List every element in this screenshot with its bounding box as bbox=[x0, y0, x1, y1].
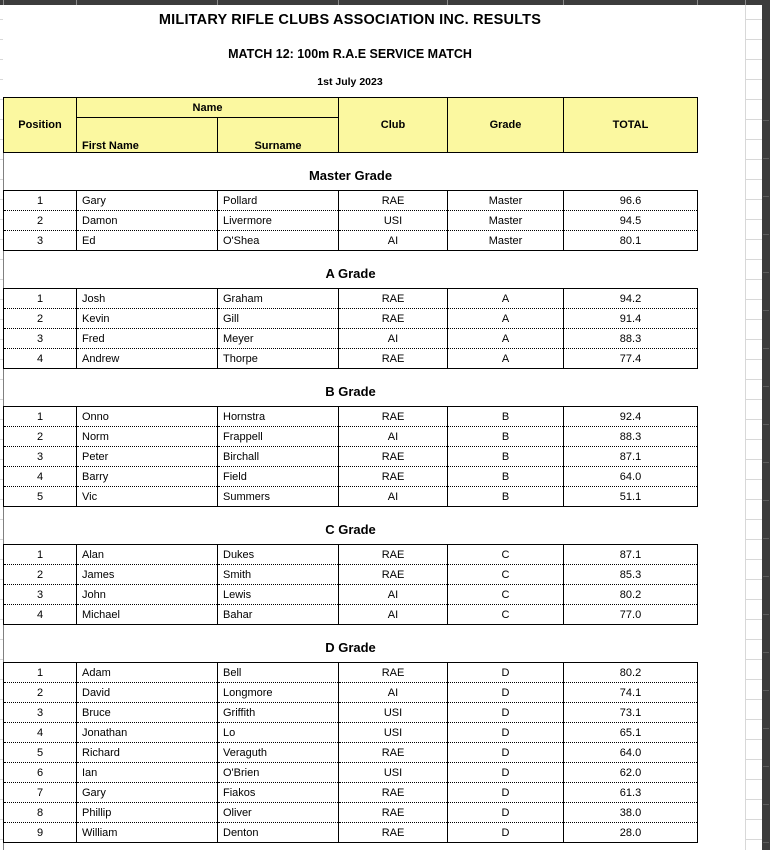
grade-cell: C bbox=[448, 585, 564, 605]
position-cell: 8 bbox=[4, 803, 77, 823]
first-name-cell: Kevin bbox=[77, 309, 218, 329]
total-cell: 85.3 bbox=[564, 565, 698, 585]
section-spacer bbox=[4, 369, 698, 378]
surname-cell: Veraguth bbox=[218, 743, 339, 763]
surname-cell: Birchall bbox=[218, 447, 339, 467]
first-name-cell: Josh bbox=[77, 289, 218, 309]
results-table-header bbox=[4, 98, 698, 153]
grade-cell: B bbox=[448, 467, 564, 487]
first-name-cell: William bbox=[77, 823, 218, 843]
spreadsheet-column-header-strip[interactable] bbox=[0, 0, 770, 5]
club-cell: RAE bbox=[339, 743, 448, 763]
grade-cell: B bbox=[448, 487, 564, 507]
grade-section-header-row bbox=[4, 634, 698, 663]
table-row bbox=[4, 823, 698, 843]
grade-cell: A bbox=[448, 349, 564, 369]
club-cell: AI bbox=[339, 427, 448, 447]
position-cell: 1 bbox=[4, 407, 77, 427]
first-name-cell: James bbox=[77, 565, 218, 585]
surname-cell: Bell bbox=[218, 663, 339, 683]
grade-section-header-row bbox=[4, 378, 698, 407]
first-name-cell: Damon bbox=[77, 211, 218, 231]
position-cell: 2 bbox=[4, 683, 77, 703]
position-cell: 1 bbox=[4, 289, 77, 309]
section-spacer-cell bbox=[4, 251, 698, 260]
surname-cell: Meyer bbox=[218, 329, 339, 349]
position-cell: 9 bbox=[4, 823, 77, 843]
club-cell: RAE bbox=[339, 349, 448, 369]
total-cell: 61.3 bbox=[564, 783, 698, 803]
grade-cell: C bbox=[448, 565, 564, 585]
surname-cell: Oliver bbox=[218, 803, 339, 823]
total-cell: 94.2 bbox=[564, 289, 698, 309]
section-spacer bbox=[4, 625, 698, 634]
first-name-cell: Jonathan bbox=[77, 723, 218, 743]
position-cell: 3 bbox=[4, 231, 77, 251]
table-row bbox=[4, 723, 698, 743]
position-cell: 4 bbox=[4, 605, 77, 625]
results-table bbox=[3, 97, 698, 843]
table-row bbox=[4, 487, 698, 507]
table-row bbox=[4, 783, 698, 803]
surname-cell: O'Shea bbox=[218, 231, 339, 251]
total-cell: 51.1 bbox=[564, 487, 698, 507]
surname-cell: Summers bbox=[218, 487, 339, 507]
column-header-position: Position bbox=[4, 98, 77, 153]
grade-cell: C bbox=[448, 545, 564, 565]
club-cell: RAE bbox=[339, 663, 448, 683]
grade-cell: B bbox=[448, 447, 564, 467]
table-row bbox=[4, 191, 698, 211]
first-name-cell: Fred bbox=[77, 329, 218, 349]
grade-cell: D bbox=[448, 743, 564, 763]
surname-cell: Smith bbox=[218, 565, 339, 585]
club-cell: AI bbox=[339, 605, 448, 625]
first-name-cell: Andrew bbox=[77, 349, 218, 369]
grade-cell: D bbox=[448, 823, 564, 843]
surname-cell: Frappell bbox=[218, 427, 339, 447]
surname-cell: Pollard bbox=[218, 191, 339, 211]
position-cell: 4 bbox=[4, 467, 77, 487]
vertical-scrollbar[interactable] bbox=[762, 0, 770, 850]
club-cell: RAE bbox=[339, 545, 448, 565]
table-row bbox=[4, 683, 698, 703]
position-cell: 1 bbox=[4, 663, 77, 683]
total-cell: 87.1 bbox=[564, 447, 698, 467]
position-cell: 7 bbox=[4, 783, 77, 803]
table-row bbox=[4, 289, 698, 309]
position-cell: 3 bbox=[4, 585, 77, 605]
first-name-cell: Peter bbox=[77, 447, 218, 467]
table-row bbox=[4, 585, 698, 605]
club-cell: USI bbox=[339, 703, 448, 723]
grade-section-header-row bbox=[4, 516, 698, 545]
club-cell: RAE bbox=[339, 191, 448, 211]
section-spacer bbox=[4, 153, 698, 162]
table-row bbox=[4, 743, 698, 763]
table-row bbox=[4, 447, 698, 467]
surname-cell: Longmore bbox=[218, 683, 339, 703]
first-name-cell: Richard bbox=[77, 743, 218, 763]
position-cell: 2 bbox=[4, 211, 77, 231]
surname-cell: Livermore bbox=[218, 211, 339, 231]
match-date: 1st July 2023 bbox=[317, 76, 383, 88]
first-name-cell: Phillip bbox=[77, 803, 218, 823]
surname-cell: Bahar bbox=[218, 605, 339, 625]
table-row bbox=[4, 211, 698, 231]
table-row bbox=[4, 467, 698, 487]
first-name-cell: Norm bbox=[77, 427, 218, 447]
results-report bbox=[3, 5, 763, 843]
total-cell: 73.1 bbox=[564, 703, 698, 723]
total-cell: 80.2 bbox=[564, 663, 698, 683]
report-title-block bbox=[3, 5, 697, 97]
club-cell: RAE bbox=[339, 407, 448, 427]
page-title: MILITARY RIFLE CLUBS ASSOCIATION INC. RESULTS bbox=[158, 12, 542, 28]
table-row bbox=[4, 663, 698, 683]
total-cell: 80.1 bbox=[564, 231, 698, 251]
grade-cell: B bbox=[448, 407, 564, 427]
club-cell: AI bbox=[339, 585, 448, 605]
club-cell: RAE bbox=[339, 565, 448, 585]
first-name-cell: Ed bbox=[77, 231, 218, 251]
position-cell: 4 bbox=[4, 349, 77, 369]
table-row bbox=[4, 605, 698, 625]
total-cell: 65.1 bbox=[564, 723, 698, 743]
grade-cell: D bbox=[448, 803, 564, 823]
club-cell: RAE bbox=[339, 467, 448, 487]
surname-cell: Denton bbox=[218, 823, 339, 843]
position-cell: 5 bbox=[4, 743, 77, 763]
club-cell: RAE bbox=[339, 447, 448, 467]
surname-cell: Hornstra bbox=[218, 407, 339, 427]
surname-cell: Lewis bbox=[218, 585, 339, 605]
column-header-grade: Grade bbox=[448, 98, 564, 153]
section-spacer-cell bbox=[4, 507, 698, 516]
position-cell: 3 bbox=[4, 447, 77, 467]
grade-cell: B bbox=[448, 427, 564, 447]
total-cell: 74.1 bbox=[564, 683, 698, 703]
table-row bbox=[4, 427, 698, 447]
table-row bbox=[4, 329, 698, 349]
club-cell: AI bbox=[339, 329, 448, 349]
total-cell: 91.4 bbox=[564, 309, 698, 329]
grade-section-title: C Grade bbox=[4, 516, 698, 545]
club-cell: USI bbox=[339, 723, 448, 743]
grade-cell: Master bbox=[448, 231, 564, 251]
surname-cell: Griffith bbox=[218, 703, 339, 723]
section-spacer bbox=[4, 507, 698, 516]
header-row-top bbox=[4, 98, 698, 118]
club-cell: USI bbox=[339, 763, 448, 783]
first-name-cell: Onno bbox=[77, 407, 218, 427]
club-cell: RAE bbox=[339, 309, 448, 329]
grade-cell: C bbox=[448, 605, 564, 625]
position-cell: 4 bbox=[4, 723, 77, 743]
surname-cell: Dukes bbox=[218, 545, 339, 565]
table-row bbox=[4, 545, 698, 565]
position-cell: 1 bbox=[4, 191, 77, 211]
grade-section-title: A Grade bbox=[4, 260, 698, 289]
position-cell: 1 bbox=[4, 545, 77, 565]
section-spacer-cell bbox=[4, 625, 698, 634]
column-header-club: Club bbox=[339, 98, 448, 153]
position-cell: 6 bbox=[4, 763, 77, 783]
surname-cell: Fiakos bbox=[218, 783, 339, 803]
grade-section-header-row bbox=[4, 260, 698, 289]
grade-cell: A bbox=[448, 329, 564, 349]
total-cell: 94.5 bbox=[564, 211, 698, 231]
position-cell: 3 bbox=[4, 703, 77, 723]
grade-cell: D bbox=[448, 683, 564, 703]
results-table-body bbox=[4, 153, 698, 843]
table-row bbox=[4, 703, 698, 723]
first-name-cell: Vic bbox=[77, 487, 218, 507]
grade-cell: D bbox=[448, 663, 564, 683]
club-cell: AI bbox=[339, 231, 448, 251]
first-name-cell: Michael bbox=[77, 605, 218, 625]
first-name-cell: Alan bbox=[77, 545, 218, 565]
club-cell: RAE bbox=[339, 823, 448, 843]
club-cell: RAE bbox=[339, 783, 448, 803]
surname-cell: Graham bbox=[218, 289, 339, 309]
surname-cell: Field bbox=[218, 467, 339, 487]
grade-cell: Master bbox=[448, 191, 564, 211]
total-cell: 38.0 bbox=[564, 803, 698, 823]
table-row bbox=[4, 763, 698, 783]
column-header-first-name: First Name bbox=[77, 118, 218, 153]
table-row bbox=[4, 231, 698, 251]
surname-cell: Gill bbox=[218, 309, 339, 329]
total-cell: 92.4 bbox=[564, 407, 698, 427]
section-spacer-cell bbox=[4, 153, 698, 162]
grade-cell: D bbox=[448, 703, 564, 723]
section-spacer bbox=[4, 251, 698, 260]
grade-cell: D bbox=[448, 783, 564, 803]
column-header-surname: Surname bbox=[218, 118, 339, 153]
grade-cell: A bbox=[448, 309, 564, 329]
grade-cell: A bbox=[448, 289, 564, 309]
position-cell: 2 bbox=[4, 427, 77, 447]
club-cell: AI bbox=[339, 683, 448, 703]
section-spacer-cell bbox=[4, 369, 698, 378]
club-cell: AI bbox=[339, 487, 448, 507]
grade-cell: D bbox=[448, 763, 564, 783]
club-cell: RAE bbox=[339, 289, 448, 309]
total-cell: 87.1 bbox=[564, 545, 698, 565]
grade-section-title: B Grade bbox=[4, 378, 698, 407]
club-cell: USI bbox=[339, 211, 448, 231]
grade-cell: D bbox=[448, 723, 564, 743]
first-name-cell: Adam bbox=[77, 663, 218, 683]
first-name-cell: Barry bbox=[77, 467, 218, 487]
table-row bbox=[4, 407, 698, 427]
first-name-cell: Ian bbox=[77, 763, 218, 783]
first-name-cell: John bbox=[77, 585, 218, 605]
grade-section-title: D Grade bbox=[4, 634, 698, 663]
first-name-cell: Gary bbox=[77, 191, 218, 211]
first-name-cell: Bruce bbox=[77, 703, 218, 723]
total-cell: 96.6 bbox=[564, 191, 698, 211]
position-cell: 2 bbox=[4, 309, 77, 329]
total-cell: 64.0 bbox=[564, 467, 698, 487]
table-row bbox=[4, 309, 698, 329]
total-cell: 80.2 bbox=[564, 585, 698, 605]
grade-section-header-row bbox=[4, 162, 698, 191]
first-name-cell: David bbox=[77, 683, 218, 703]
surname-cell: O'Brien bbox=[218, 763, 339, 783]
total-cell: 88.3 bbox=[564, 427, 698, 447]
page-subtitle: MATCH 12: 100m R.A.E SERVICE MATCH bbox=[228, 47, 472, 61]
total-cell: 28.0 bbox=[564, 823, 698, 843]
total-cell: 62.0 bbox=[564, 763, 698, 783]
total-cell: 77.0 bbox=[564, 605, 698, 625]
table-row bbox=[4, 803, 698, 823]
grade-section-title: Master Grade bbox=[4, 162, 698, 191]
club-cell: RAE bbox=[339, 803, 448, 823]
position-cell: 2 bbox=[4, 565, 77, 585]
table-row bbox=[4, 565, 698, 585]
column-header-total: TOTAL bbox=[564, 98, 698, 153]
total-cell: 64.0 bbox=[564, 743, 698, 763]
column-header-name-group: Name bbox=[77, 98, 339, 118]
table-row bbox=[4, 349, 698, 369]
position-cell: 5 bbox=[4, 487, 77, 507]
position-cell: 3 bbox=[4, 329, 77, 349]
surname-cell: Thorpe bbox=[218, 349, 339, 369]
first-name-cell: Gary bbox=[77, 783, 218, 803]
surname-cell: Lo bbox=[218, 723, 339, 743]
total-cell: 88.3 bbox=[564, 329, 698, 349]
grade-cell: Master bbox=[448, 211, 564, 231]
total-cell: 77.4 bbox=[564, 349, 698, 369]
